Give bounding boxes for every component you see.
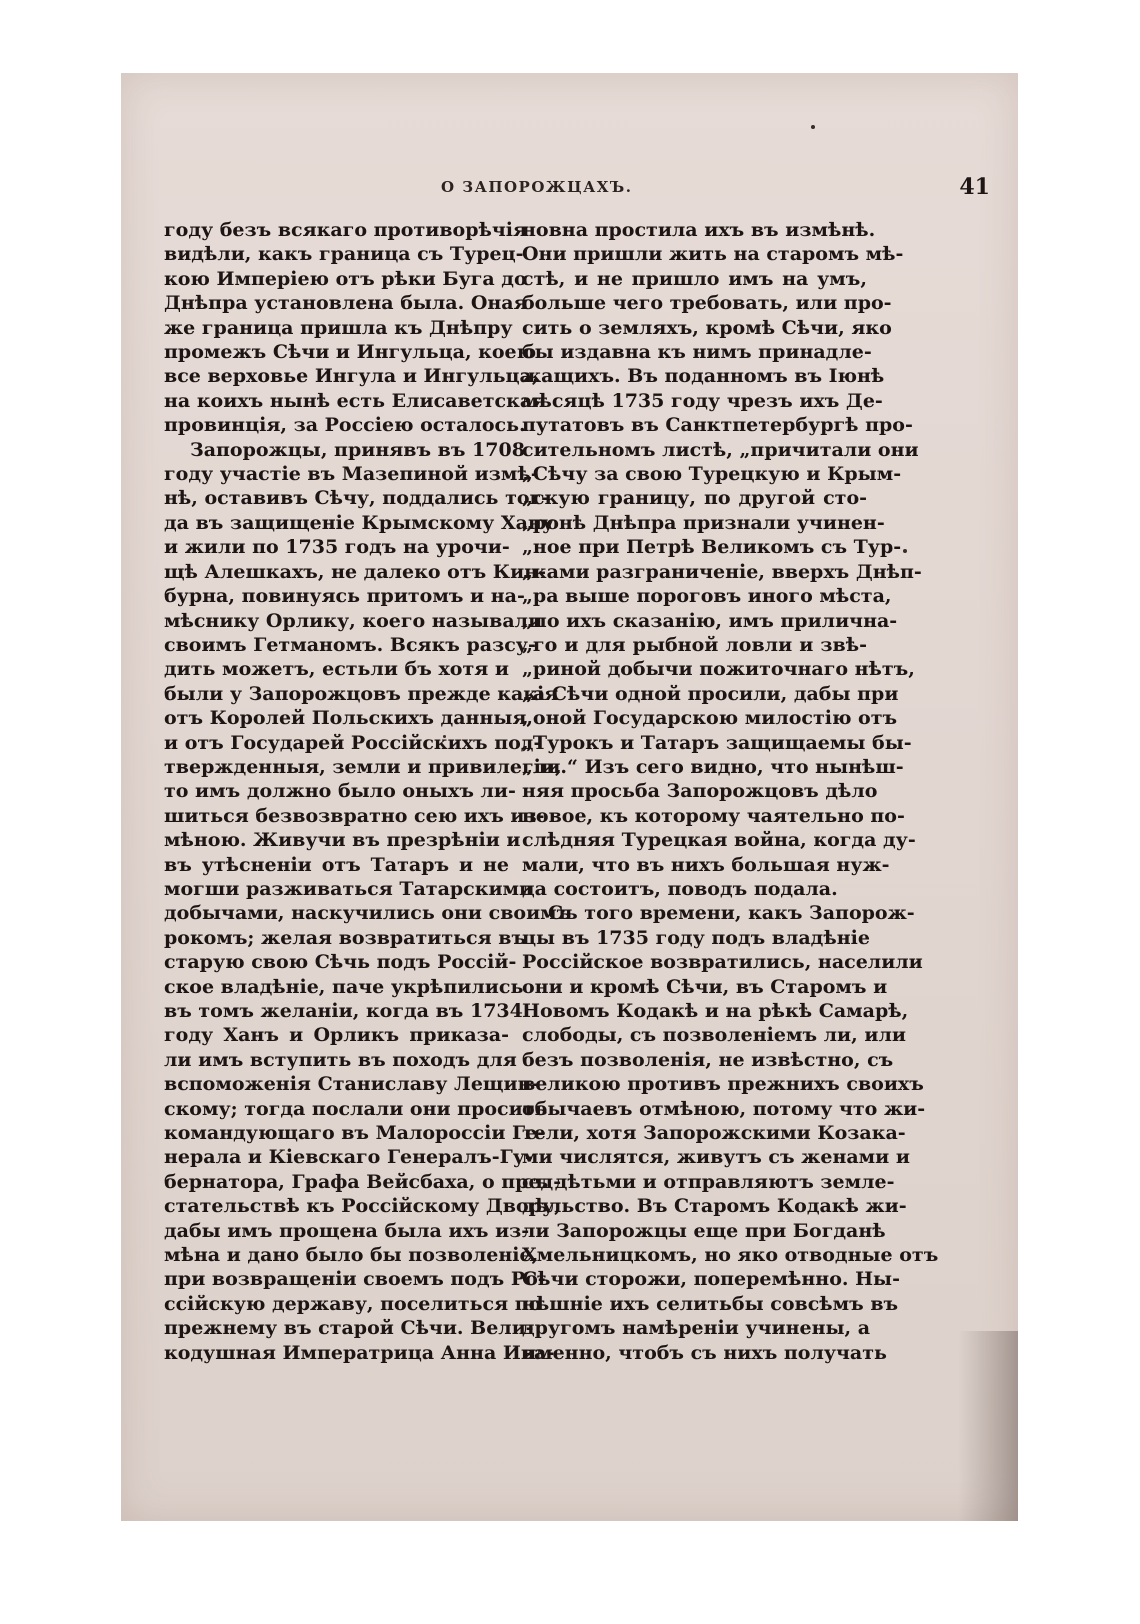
text-line: „го и для рыбной ловли и звѣ- [522,633,867,656]
page-number: 41 [959,174,990,200]
text-line: съ дѣтьми и отправляютъ земле- [522,1170,895,1193]
text-line: они и кромѣ Сѣчи, въ Старомъ и [522,975,888,998]
text-line: вспоможенія Станиславу Лещин- [164,1073,540,1096]
text-line: году Ханъ и Орликъ приказа- [164,1024,509,1047]
text-line: бурна, повинуясь притомъ и на- [164,585,525,608]
text-line: „ли.“ Изъ сего видно, что нынѣш- [522,755,904,778]
text-line: ли Запорожцы еще при Богданѣ [522,1219,886,1242]
text-line: Новомъ Кодакѣ и на рѣкѣ Самарѣ, [522,1000,909,1022]
text-line: году безъ всякаго противорѣчія [164,219,528,241]
text-line: провинція, за Россіею осталось. [164,414,526,437]
text-line: Хмельницкомъ, но яко отводные отъ [522,1244,939,1267]
text-line: тели, хотя Запорожскими Козака- [522,1122,906,1145]
right-column [522,218,939,1365]
text-line: Сѣчи сторожи, поперемѣнно. Ны- [522,1268,900,1291]
page-shadow [958,1331,1018,1521]
text-line: бы издавна къ нимъ принадле- [522,341,872,364]
text-line: командующаго въ Малороссіи Ге- [164,1122,546,1145]
text-line: „Сѣчу за свою Турецкую и Крым- [522,463,902,486]
speck [903,549,907,553]
text-line: дабы имъ прощена была ихъ из- [164,1219,530,1242]
text-line: видѣли, какъ граница съ Турец- [164,243,524,266]
page-header [121,174,1018,200]
text-line: именно, чтобъ съ нихъ получать [522,1341,887,1364]
text-line: безъ позволенія, не извѣстно, съ [522,1048,894,1071]
text-line: жащихъ. Въ поданномъ въ Іюнѣ [522,365,885,388]
text-line: мѣснику Орлику, коего называли [164,609,543,632]
text-line: и отъ Государей Россійскихъ под- [164,731,542,754]
text-line: „скую границу, по другой сто- [522,487,867,510]
text-line: шиться безвозвратно сею ихъ из- [164,804,545,827]
text-line: „ное при Петрѣ Великомъ съ Тур- [522,536,902,559]
text-line: „по ихъ сказанію, имъ прилична- [522,609,898,632]
text-line: твержденныя, земли и привилегіи, [164,755,562,778]
text-line: то имъ должно было оныхъ ли- [164,780,516,803]
text-line: прежнему въ старой Сѣчи. Вели- [164,1317,534,1340]
left-column [164,218,572,1365]
text-line: при возвращеніи своемъ подъ Ро- [164,1268,546,1291]
text-line: кою Имперіею отъ рѣки Буга до [164,267,527,290]
text-line: новое, къ которому чаятельно по- [522,804,905,827]
text-line: рокомъ; желая возвратиться въ [164,926,527,949]
text-line: нерала и Кіевскаго Генералъ-Гу- [164,1146,533,1169]
text-line: новна простила ихъ въ измѣнѣ. [522,219,876,241]
text-line: дѣльство. Въ Старомъ Кодакѣ жи- [522,1195,907,1218]
text-line: великою противъ прежнихъ своихъ [522,1073,924,1096]
text-line: щѣ Алешкахъ, не далеко отъ Кин- [164,560,546,583]
text-line: больше чего требовать, или про- [522,292,892,315]
text-line: отъ Королей Польскихъ данныя, [164,707,534,730]
text-line: Съ того времени, какъ Запорож- [548,902,915,925]
text-line: няя просьба Запорожцовъ дѣло [522,780,878,803]
text-line: ское владѣніе, паче укрѣпились [164,975,524,998]
text-line: Запорожцы, принявъ въ 1708 [190,438,525,461]
text-line: же граница пришла къ Днѣпру [164,316,513,339]
text-line: „оной Государскою милостію отъ [522,707,898,730]
text-line: да въ защищеніе Крымскому Хану [164,511,555,534]
speck [811,125,815,129]
text-line: ми числятся, живутъ съ женами и [522,1146,910,1169]
text-line: старую свою Сѣчь подъ Россій- [164,951,517,974]
text-line: другомъ намѣреніи учинены, а [522,1317,871,1340]
text-line: „Турокъ и Татаръ защищаемы бы- [522,731,912,754]
text-line: добычами, наскучились они своимъ [164,902,572,925]
text-line: сить о земляхъ, кромѣ Сѣчи, яко [522,316,892,339]
text-line: и жили по 1735 годъ на урочи- [164,536,510,559]
text-line: своимъ Гетманомъ. Всякъ разсу- [164,633,536,656]
text-line: „ронѣ Днѣпра признали учинен- [522,511,885,534]
text-line: на коихъ нынѣ есть Елисаветская [164,389,547,412]
text-line: путатовъ въ Санктпетербургѣ про- [522,414,913,437]
text-line: году участіе въ Мазепиной измѣ- [164,463,539,486]
running-title: О ЗАПОРОЖЦАХЪ. [441,178,633,196]
text-line: все верховье Ингула и Ингульца, [164,365,539,388]
text-line: Они пришли жить на старомъ мѣ- [522,243,904,266]
text-line: нѣ, оставивъ Сѣчу, поддались тог- [164,487,550,510]
text-line: нѣшніе ихъ селитьбы совсѣмъ въ [522,1292,899,1315]
text-line: ли имъ вступить въ походъ для [164,1048,517,1071]
text-line: слободы, съ позволеніемъ ли, или [522,1024,906,1047]
text-line: Россійское возвратились, населили [522,951,923,974]
text-line: дить можетъ, естьли бъ хотя и [164,658,509,681]
scanned-page [121,73,1018,1521]
text-line: обычаевъ отмѣною, потому что жи- [522,1097,926,1120]
text-line: Днѣпра установлена была. Оная [164,292,528,315]
text-line: „риной добычи пожиточнаго нѣтъ, [522,658,915,681]
text-line: слѣдняя Турецкая война, когда ду- [522,829,916,852]
text-line: мали, что въ нихъ большая нуж- [522,853,890,876]
text-line: ссійскую державу, поселиться по [164,1292,542,1315]
text-line: „а Сѣчи одной просили, дабы при [522,682,899,705]
text-line: промежъ Сѣчи и Ингульца, коею [164,341,537,364]
text-line: мѣсяцѣ 1735 году чрезъ ихъ Де- [522,389,883,412]
text-line: въ утѣсненіи отъ Татаръ и не [164,853,509,876]
text-line: скому; тогда послали они просить [164,1097,548,1120]
text-line: да состоитъ, поводъ подала. [522,877,838,900]
text-line: бернатора, Графа Вейсбаха, о пред- [164,1170,562,1193]
text-line: въ томъ желаніи, когда въ 1734 [164,1000,523,1022]
text-line: мѣною. Живучи въ презрѣніи и [164,829,521,852]
text-line: мѣна и дано было бы позволеніе, [164,1244,539,1267]
text-line: могши разживаться Татарскими [164,877,534,900]
text-line: стѣ, и не пришло имъ на умъ, [522,267,867,290]
text-line: кодушная Императрица Анна Ива- [164,1341,555,1364]
text-line: „ра выше пороговъ иного мѣста, [522,585,892,608]
text-line: цы въ 1735 году подъ владѣніе [522,926,870,949]
text-line: „ками разграниченіе, вверхъ Днѣп- [522,560,922,583]
text-line: стательствѣ къ Россійскому Двору, [164,1195,561,1218]
text-line: были у Запорожцовъ прежде какія [164,682,559,705]
text-line: сительномъ листѣ, „причитали они [522,438,919,461]
